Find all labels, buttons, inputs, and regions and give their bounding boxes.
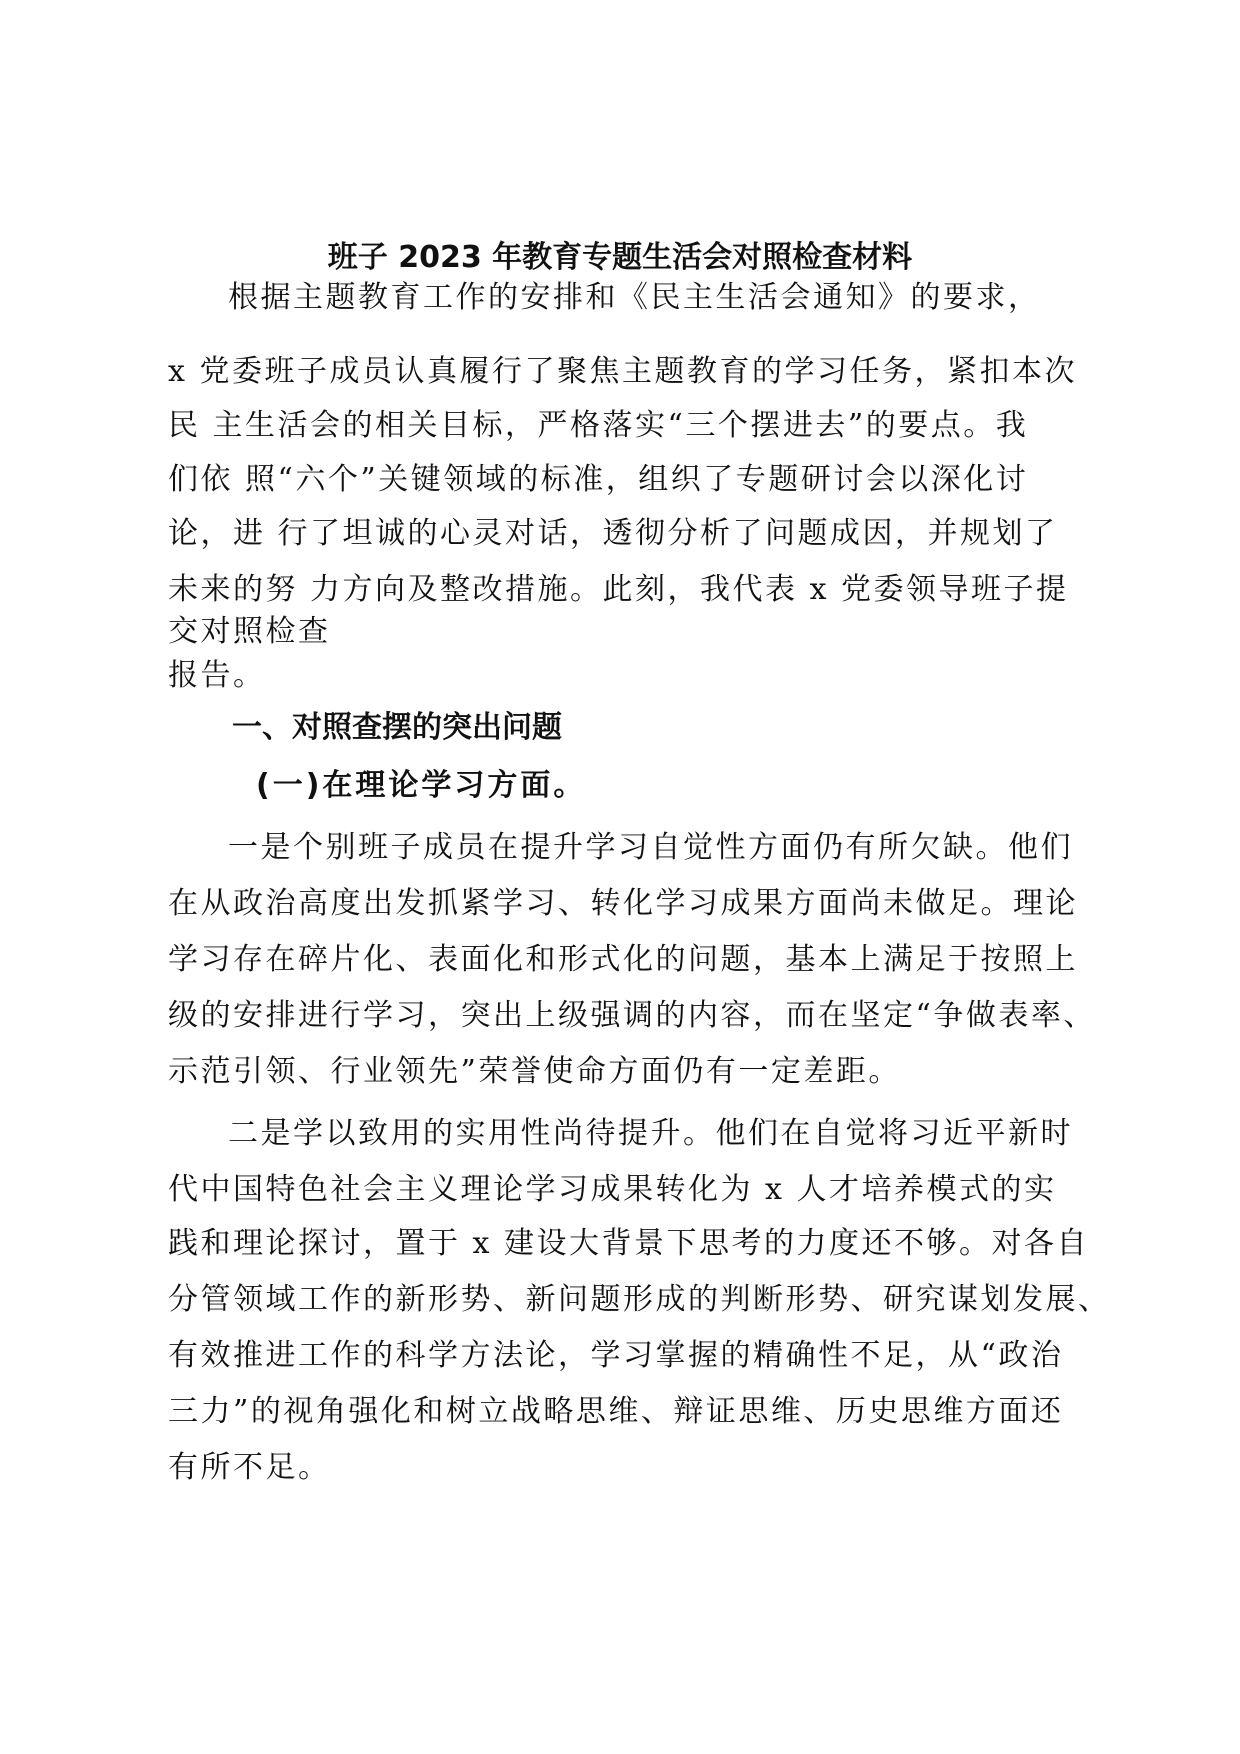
intro-line: 报告。 [168,658,266,693]
intro-line: x 党委班子成员认真履行了聚焦主题教育的学习任务，紧扣本次 [168,354,1077,389]
intro-line: 论，进 行了坦诚的心灵对话，透彻分析了问题成因，并规划了 [168,516,1058,551]
paragraph-line: 学习存在碎片化、表面化和形式化的问题，基本上满足于按照上 [168,942,1078,977]
section-heading: 一、对照查摆的突出问题 [232,710,562,745]
intro-line: 们依 照“六个”关键领域的标准，组织了专题研讨会以深化讨 [168,462,1029,497]
intro-line: 民 主生活会的相关目标，严格落实“三个摆进去”的要点。我 [168,408,1029,443]
intro-line: 交对照检查 [168,614,331,649]
paragraph-line: 级的安排进行学习，突出上级强调的内容，而在坚定“争做表率、 [168,998,1096,1033]
paragraph-line: 有所不足。 [168,1450,331,1485]
paragraph-line: 示范引领、行业领先”荣誉使命方面仍有一定差距。 [168,1054,901,1089]
paragraph-line: 代中国特色社会主义理论学习成果转化为 x 人才培养模式的实 [168,1172,1057,1207]
paragraph-line: 践和理论探讨，置于 x 建设大背景下思考的力度还不够。对各自 [168,1226,1089,1261]
intro-line: 根据主题教育工作的安排和《民主生活会通知》的要求， [228,280,1041,315]
paragraph-line: 三力”的视角强化和树立战略思维、辩证思维、历史思维方面还 [168,1394,1064,1429]
paragraph-line: 二是学以致用的实用性尚待提升。他们在自觉将习近平新时 [228,1116,1073,1151]
subsection-heading: (一)在理论学习方面。 [256,768,587,803]
paragraph-line: 有效推进工作的科学方法论，学习掌握的精确性不足，从“政治 [168,1338,1064,1373]
document-title: 班子 2023 年教育专题生活会对照检查材料 [327,240,913,275]
paragraph-line: 在从政治高度出发抓紧学习、转化学习成果方面尚未做足。理论 [168,886,1078,921]
paragraph-line: 一是个别班子成员在提升学习自觉性方面仍有所欠缺。他们 [228,830,1073,865]
paragraph-line: 分管领域工作的新形势、新问题形成的判断形势、研究谋划发展、 [168,1282,1111,1317]
intro-line: 未来的努 力方向及整改措施。此刻，我代表 x 党委领导班子提 [168,572,1069,607]
